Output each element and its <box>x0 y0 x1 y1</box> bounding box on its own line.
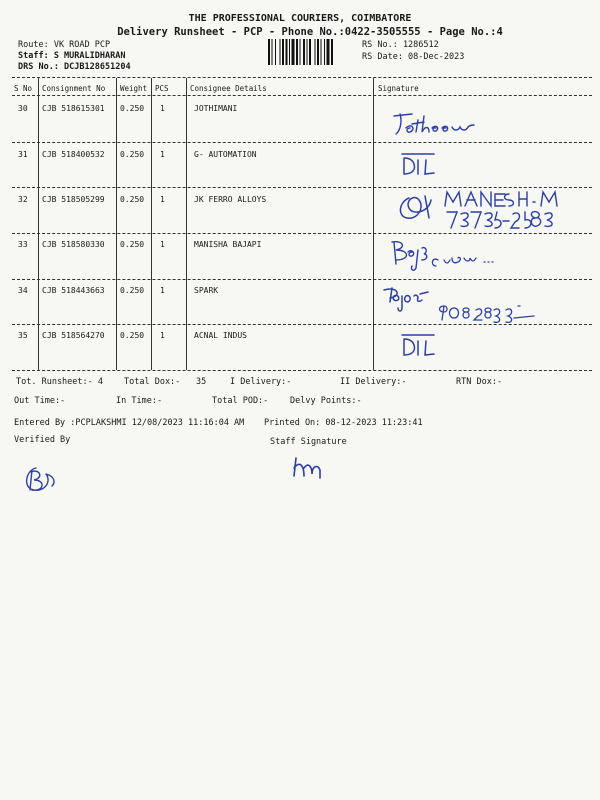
total-dox-value: 35 <box>196 377 207 387</box>
signature-bajaj <box>388 238 498 274</box>
row-consignee: MANISHA BAJAPI <box>194 240 262 249</box>
row-sno: 34 <box>18 286 28 295</box>
col-pcs: PCS <box>155 84 169 93</box>
rtn-dox: RTN Dox:- <box>456 377 503 387</box>
col-consignment: Consignment No <box>42 84 106 93</box>
table-top-rule <box>12 77 592 78</box>
signature-dil <box>398 152 438 180</box>
ii-delivery: II Delivery:- <box>340 377 407 387</box>
row-pcs: 1 <box>160 240 165 249</box>
row-consignment: CJB 518615301 <box>42 104 105 113</box>
signature-manikesh <box>395 188 585 232</box>
row-consignment: CJB 518443663 <box>42 286 105 295</box>
verified-by-label: Verified By <box>14 435 71 445</box>
row-consignment: CJB 518580330 <box>42 240 105 249</box>
rs-date: RS Date: 08-Dec-2023 <box>362 52 465 62</box>
row-consignment: CJB 518400532 <box>42 150 105 159</box>
col-weight: Weight <box>120 84 148 93</box>
row-consignee: JK FERRO ALLOYS <box>194 195 267 204</box>
staff-signature <box>290 456 330 482</box>
row-weight: 0.250 <box>120 286 145 295</box>
row-weight: 0.250 <box>120 150 145 159</box>
row-pcs: 1 <box>160 104 165 113</box>
row-rule <box>12 279 592 280</box>
barcode-image <box>268 39 356 65</box>
total-dox-label: Total Dox:- <box>124 377 181 387</box>
i-delivery: I Delivery:- <box>230 377 292 387</box>
in-time: In Time:- <box>116 396 163 406</box>
rs-number: RS No.: 1286512 <box>362 40 439 50</box>
col-sno: S No <box>14 84 33 93</box>
row-weight: 0.250 <box>120 195 145 204</box>
row-consignee: ACNAL INDUS <box>194 331 247 340</box>
delvy-points: Delvy Points:- <box>290 396 362 406</box>
row-consignee: JOTHIMANI <box>194 104 238 113</box>
entered-by: Entered By :PCPLAKSHMI 12/08/2023 11:16:04 AM <box>14 418 245 428</box>
col-divider <box>116 78 117 370</box>
row-weight: 0.250 <box>120 331 145 340</box>
staff-text: Staff: S MURALIDHARAN <box>18 51 126 61</box>
route-text: Route: VK ROAD PCP <box>18 40 111 50</box>
row-pcs: 1 <box>160 286 165 295</box>
row-pcs: 1 <box>160 331 165 340</box>
drs-number: DRS No.: DCJB128651204 <box>18 62 131 72</box>
signature-dil <box>398 333 438 361</box>
col-divider <box>186 78 187 370</box>
row-weight: 0.250 <box>120 104 145 113</box>
col-divider <box>151 78 152 370</box>
col-signature: Signature <box>378 84 419 93</box>
col-divider <box>373 78 374 370</box>
row-pcs: 1 <box>160 150 165 159</box>
row-consignee: SPARK <box>194 286 219 295</box>
row-weight: 0.250 <box>120 240 145 249</box>
row-sno: 31 <box>18 150 28 159</box>
signature-spark <box>382 284 562 326</box>
company-title: THE PROFESSIONAL COURIERS, COIMBATORE <box>188 13 412 24</box>
col-divider <box>38 78 39 370</box>
signature-jothimani <box>392 110 512 140</box>
out-time: Out Time:- <box>14 396 66 406</box>
runsheet-title: Delivery Runsheet - PCP - Phone No.:0422-3505555 - Page No.:4 <box>117 26 503 38</box>
col-consignee: Consignee Details <box>190 84 267 93</box>
row-pcs: 1 <box>160 195 165 204</box>
tot-runsheet: Tot. Runsheet:- 4 <box>16 377 103 387</box>
row-rule <box>12 233 592 234</box>
header-rule <box>12 95 592 96</box>
table-bottom-rule <box>12 370 592 371</box>
printed-on: Printed On: 08-12-2023 11:23:41 <box>264 418 423 428</box>
row-sno: 33 <box>18 240 28 249</box>
verifier-signature <box>20 462 60 496</box>
row-consignment: CJB 518564270 <box>42 331 105 340</box>
row-sno: 30 <box>18 104 28 113</box>
row-consignment: CJB 518505299 <box>42 195 105 204</box>
row-sno: 35 <box>18 331 28 340</box>
staff-signature-label: Staff Signature <box>270 437 347 447</box>
row-sno: 32 <box>18 195 28 204</box>
row-rule <box>12 142 592 143</box>
row-consignee: G- AUTOMATION <box>194 150 257 159</box>
total-pod: Total POD:- <box>212 396 269 406</box>
